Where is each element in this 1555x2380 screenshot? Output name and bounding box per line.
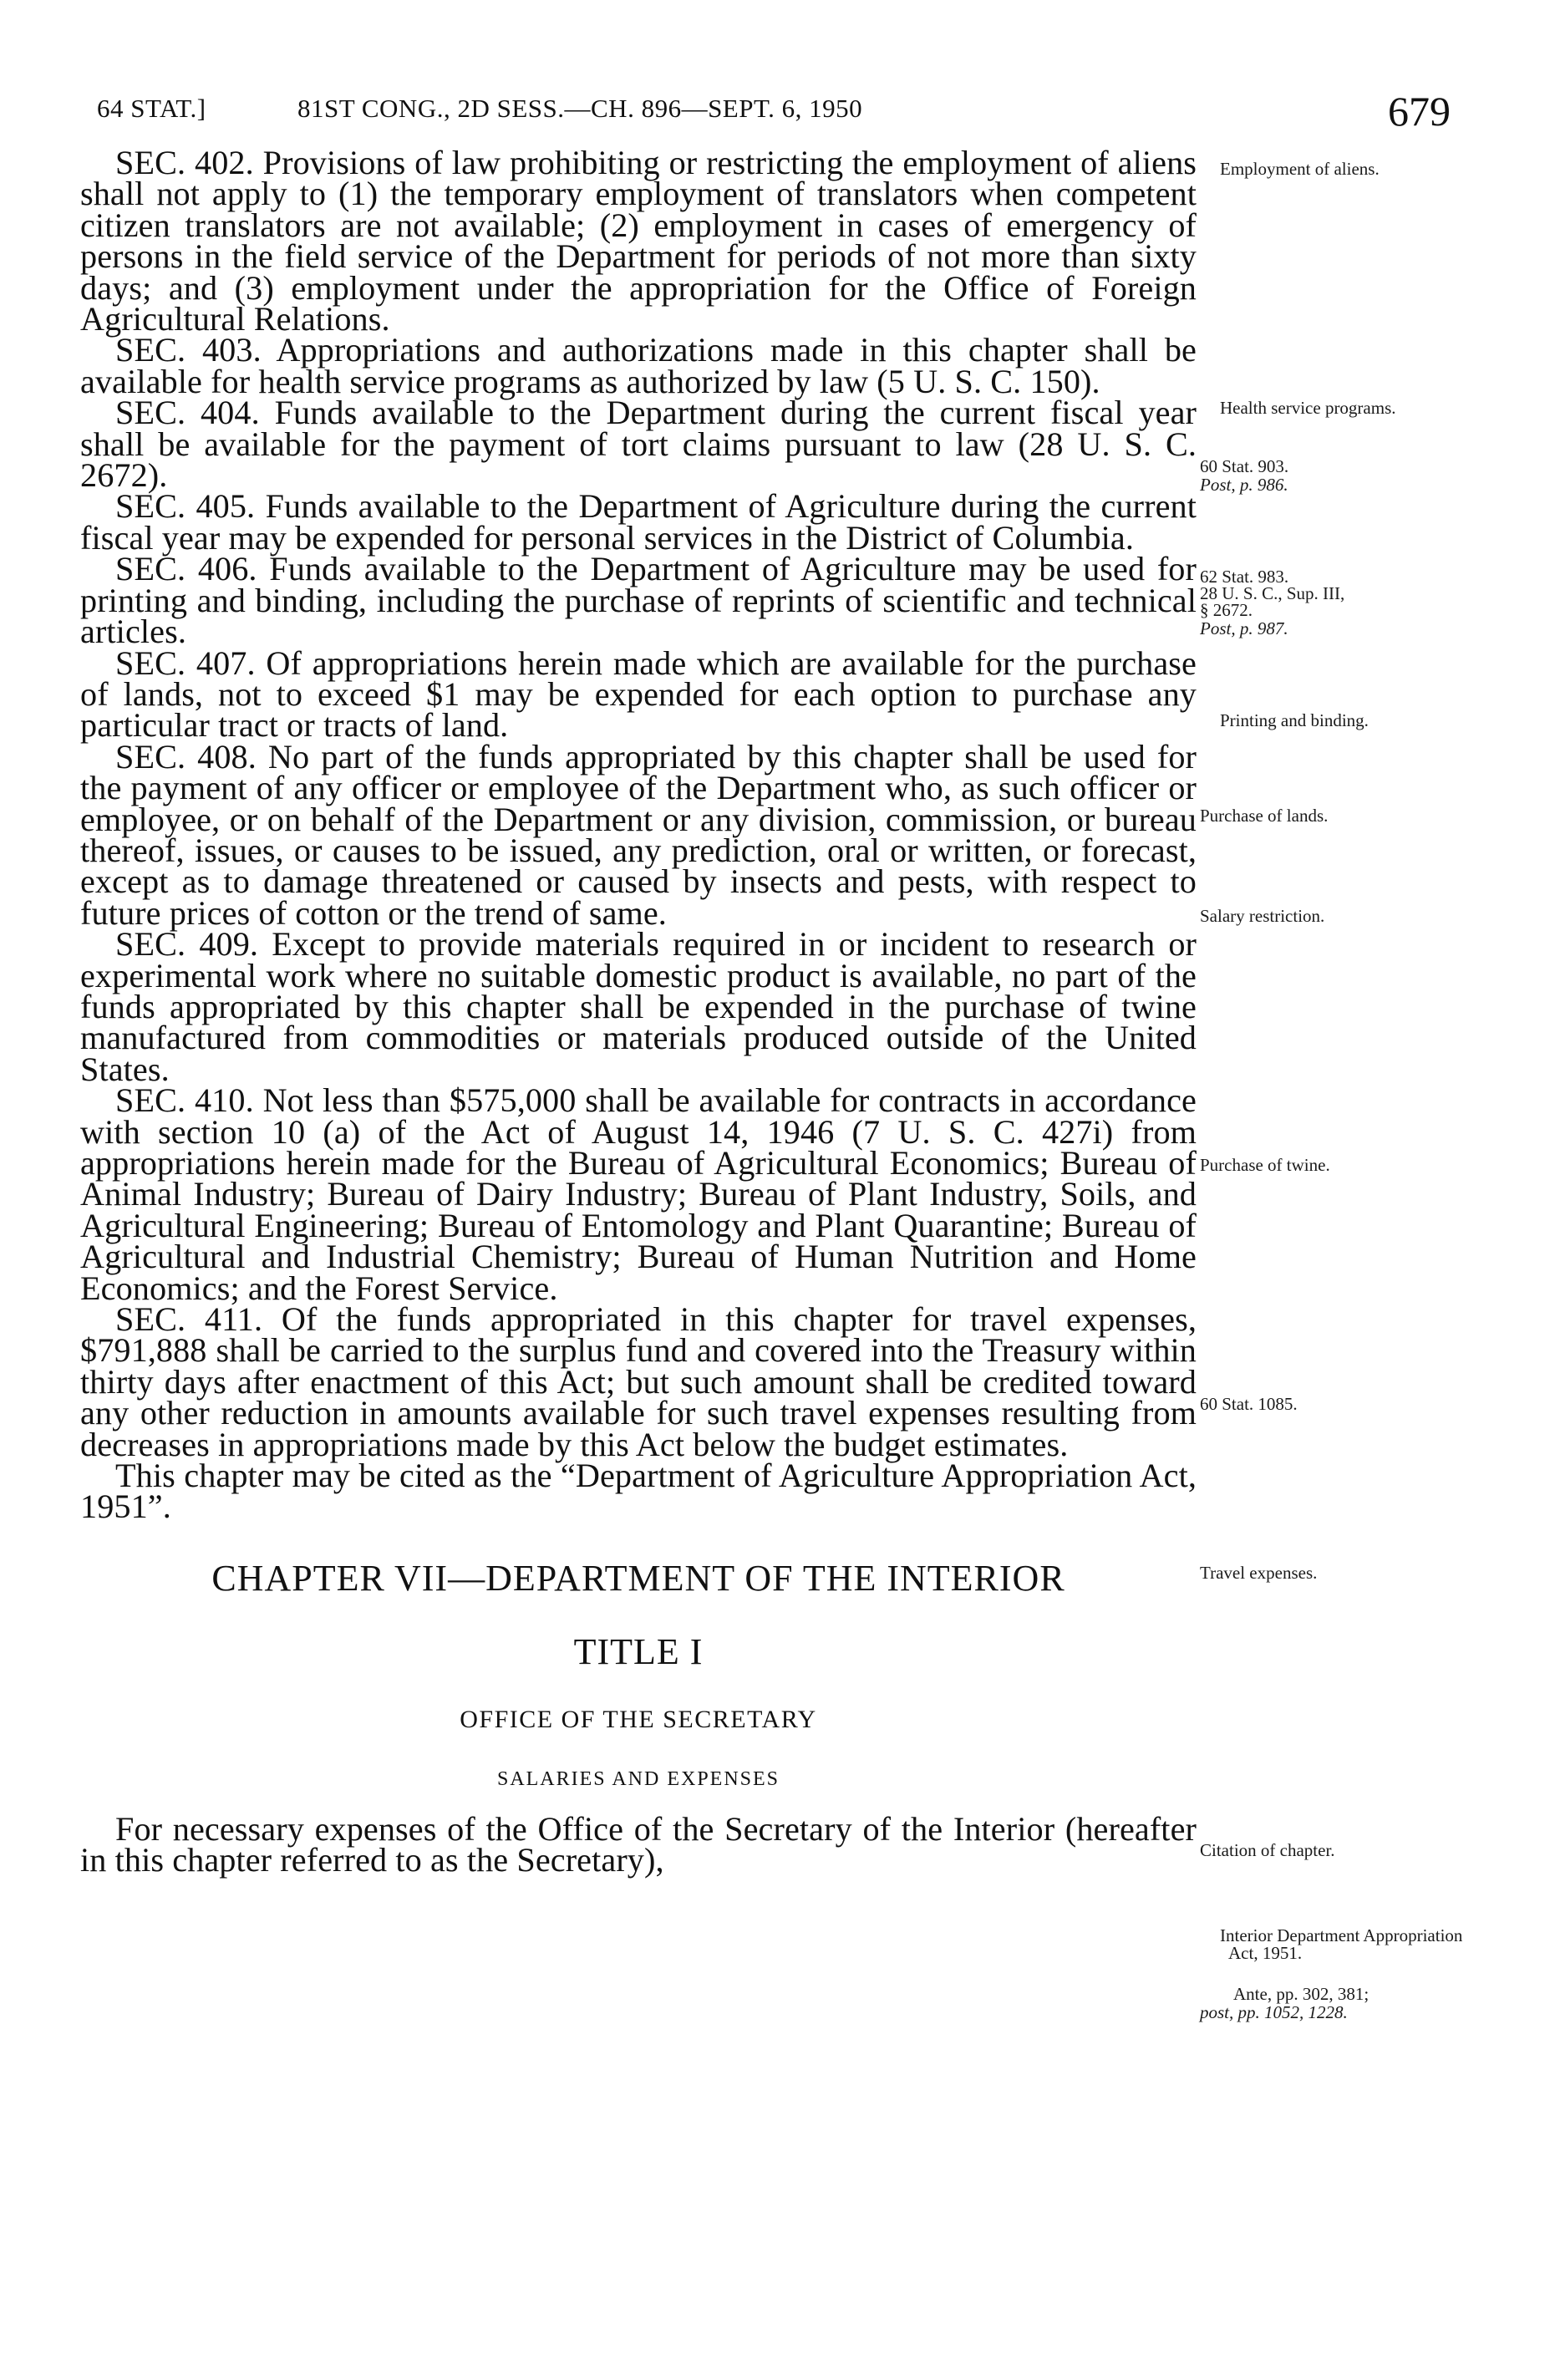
section-label: SEC. 407. bbox=[115, 643, 256, 682]
margin-note-post-987: Post, p. 987. bbox=[1200, 618, 1288, 638]
section-label: SEC. 410. bbox=[115, 1081, 254, 1120]
section-text: Of appropriations herein made which are available for the purchase of lands, not to exceed $1 may be expended for each option to purchase any particular tract or tracts of land. bbox=[80, 643, 1197, 745]
volume-reference: 64 STAT.] bbox=[97, 94, 206, 123]
margin-note-ante: Ante, pp. 302, 381; bbox=[1233, 1984, 1370, 2004]
section-405 bbox=[80, 487, 1197, 557]
section-407 bbox=[80, 643, 1197, 745]
section-text: Appropriations and authorizations made in this chapter shall be available for health service programs as authorized by law (5 U. S. C. 150). bbox=[80, 331, 1197, 400]
section-label: SEC. 406. bbox=[115, 550, 257, 588]
section-label: SEC. 408. bbox=[115, 737, 257, 776]
margin-note-purchase-twine: Purchase of twine. bbox=[1200, 1155, 1330, 1175]
section-text: Funds available to the Department during the current fiscal year shall be available for the payment of tort claims pursuant to law (28 U. S. C. 2672). bbox=[80, 394, 1197, 495]
margin-note-post-986: Post, p. 986. bbox=[1200, 475, 1288, 495]
title-heading: TITLE I bbox=[573, 1630, 704, 1672]
section-text: Except to provide materials required in or incident to research or experimental work where no suitable domestic product is available, no part of the funds appropriated by this chapter shall be expended in the purchase of twine manufactured from commodities or materials produced outside of the United States. bbox=[80, 925, 1197, 1088]
margin-note-citation: Citation of chapter. bbox=[1200, 1840, 1335, 1860]
margin-note-salary-restriction: Salary restriction. bbox=[1200, 906, 1325, 926]
section-411 bbox=[80, 1300, 1197, 1463]
section-text: Provisions of law prohibiting or restricting the employment of aliens shall not apply to (1) the temporary employment of translators when competent citizen translators are not available; (2) employment in cases of emergency of persons in the field service of the Department for periods of not more than sixty days; and (3) employment under the appropriation for the Office of Foreign Agricultural Relations. bbox=[80, 144, 1197, 338]
final-paragraph: For necessary expenses of the Office of the Secretary of the Interior (hereafter in this chapter referred to as the Secretary), bbox=[80, 1809, 1197, 1879]
margin-note-interior-act: Interior Department Appropriation Act, 1951. bbox=[1220, 1925, 1463, 1963]
session-reference: 81ST CONG., 2D SESS.—CH. 896—SEPT. 6, 1950 bbox=[297, 94, 863, 123]
margin-note-usc-sup: 28 U. S. C., Sup. III, bbox=[1200, 583, 1345, 603]
margin-note-post-pp: post, pp. 1052, 1228. bbox=[1200, 2002, 1348, 2022]
section-408 bbox=[80, 737, 1197, 932]
section-410 bbox=[80, 1081, 1197, 1307]
section-409 bbox=[80, 925, 1197, 1088]
section-text: Funds available to the Department of Agriculture during the current fiscal year may be expended for personal services in the District of Columbia. bbox=[80, 487, 1197, 557]
section-text: Of the funds appropriated in this chapter for travel expenses, $791,888 shall be carried to the surplus fund and covered into the Treasury within thirty days after enactment of this Act; but such amount shall be credited toward any other reduction in amounts available for such travel expenses resulting from decreases in appropriations made by this Act below the budget estimates. bbox=[80, 1300, 1197, 1463]
section-label: SEC. 409. bbox=[115, 925, 259, 964]
section-403 bbox=[80, 331, 1197, 400]
office-heading: OFFICE OF THE SECRETARY bbox=[460, 1705, 817, 1733]
margin-note-employment: Employment of aliens. bbox=[1220, 159, 1380, 179]
margin-note-stat-903: 60 Stat. 903. bbox=[1200, 456, 1289, 476]
section-label: SEC. 411. bbox=[115, 1300, 263, 1339]
section-label: SEC. 404. bbox=[115, 394, 260, 432]
section-text: This chapter may be cited as the “Department of Agriculture Appropriation Act, 1951”. bbox=[80, 1457, 1197, 1526]
section-text: No part of the funds appropriated by this chapter shall be used for the payment of any officer or employee of the Department who, as such officer or employee, or on behalf of the Department or any division, commission, or bureau thereof, issues, or causes to be issued, any prediction, oral or written, or forecast, except as to damage threatened or caused by insects and pests, with respect to future prices of cotton or the trend of same. bbox=[80, 737, 1197, 932]
margin-notes-column bbox=[1200, 0, 1476, 2380]
citation-paragraph bbox=[80, 1457, 1197, 1526]
margin-note-usc-2672: § 2672. bbox=[1200, 600, 1253, 620]
section-text: Not less than $575,000 shall be available for contracts in accordance with section 10 (a) of the Act of August 14, 1946 (7 U. S. C. 427i) from appropriations herein made for the Bureau of Agricultural Economics; Bureau of Animal Industry; Bureau of Dairy Industry; Bureau of Plant Industry, Soils, and Agricultural Engineering; Bureau of Entomology and Plant Quarantine; Bureau of Agricultural and Industrial Chemistry; Bureau of Human Nutrition and Home Economics; and the Forest Service. bbox=[80, 1081, 1197, 1307]
main-text-column bbox=[80, 144, 1197, 1879]
page-number: 679 bbox=[1388, 88, 1451, 135]
margin-note-printing: Printing and binding. bbox=[1220, 710, 1369, 730]
margin-note-purchase-lands: Purchase of lands. bbox=[1200, 806, 1329, 826]
margin-note-stat-983: 62 Stat. 983. bbox=[1200, 567, 1289, 587]
section-label: SEC. 403. bbox=[115, 331, 262, 369]
margin-note-health-service: Health service programs. bbox=[1220, 398, 1396, 418]
subheading: SALARIES AND EXPENSES bbox=[496, 1767, 780, 1790]
margin-note-stat-1085: 60 Stat. 1085. bbox=[1200, 1394, 1298, 1414]
section-label: SEC. 402. bbox=[115, 144, 254, 181]
margin-note-travel: Travel expenses. bbox=[1200, 1563, 1318, 1583]
section-label: SEC. 405. bbox=[115, 487, 256, 526]
section-text: Funds available to the Department of Agriculture may be used for printing and binding, including the purchase of reprints of scientific and technical articles. bbox=[80, 550, 1197, 651]
section-406 bbox=[80, 550, 1197, 651]
chapter-heading: CHAPTER VII—DEPARTMENT OF THE INTERIOR bbox=[211, 1557, 1065, 1599]
section-402 bbox=[80, 144, 1197, 338]
section-404 bbox=[80, 394, 1197, 495]
